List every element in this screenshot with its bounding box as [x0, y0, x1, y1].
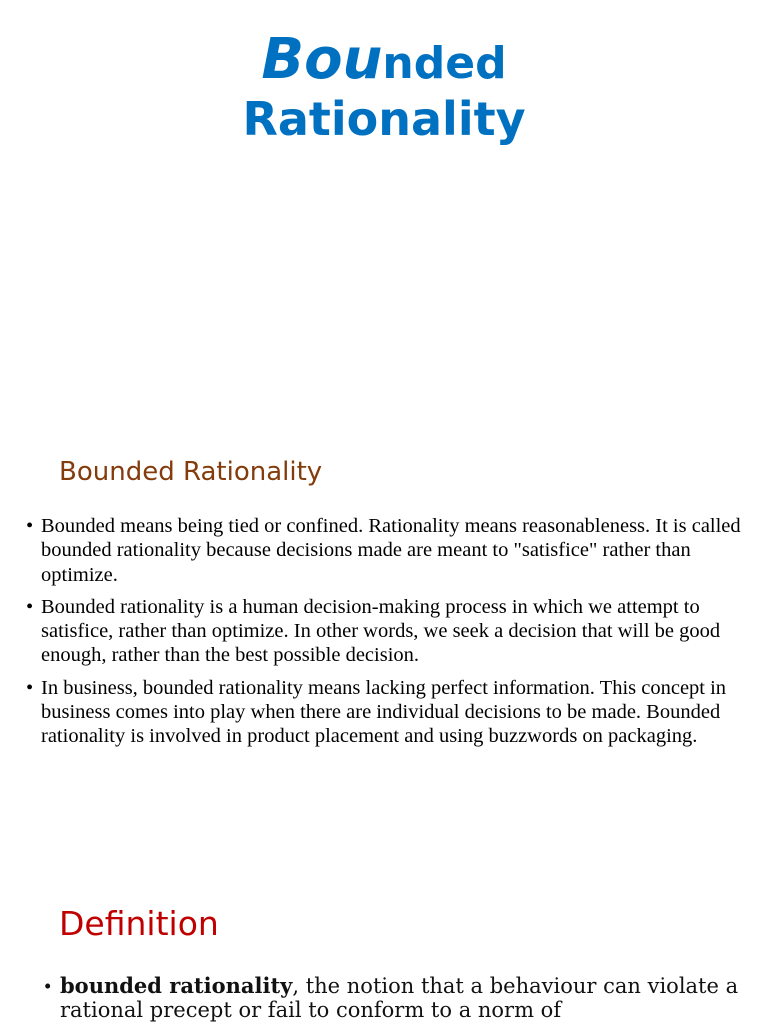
bullet-list: [26, 514, 746, 757]
title-line-2: Rationality: [242, 92, 526, 146]
bounded-rationality-slide: [0, 430, 768, 880]
definition-text: , the notion that a behaviour can violate a rational precept or fail to conform to a norm of: [60, 974, 739, 1022]
bullet-item: [26, 514, 746, 587]
title-rest: nded: [382, 38, 507, 89]
definition-term: bounded rationality: [60, 973, 293, 998]
bullet-list: [44, 974, 744, 1022]
title-slide: [0, 0, 768, 430]
slide-heading: Definition: [59, 904, 219, 943]
slide-heading: Bounded Rationality: [59, 457, 323, 487]
title-line-1: [0, 26, 768, 98]
bullet-icon: •: [26, 676, 34, 699]
bullet-item: [26, 676, 746, 749]
bullet-icon: •: [44, 974, 52, 998]
bullet-icon: •: [26, 515, 34, 537]
definition-slide: [0, 880, 768, 1024]
bullet-text: In business, bounded rationality means lacking perfect information. This concept in business comes into play when there are individual decisions to be made. Bounded rationality is involved in product placement and using buzzwords on packaging.: [41, 676, 727, 748]
bullet-text: Bounded means being tied or confined. Rationality means reasonableness. It is called bounded rationality because decisions made are meant to "satisfice" rather than optimize.: [41, 515, 741, 586]
bullet-item: [44, 974, 744, 1022]
bullet-icon: •: [26, 595, 34, 618]
bullet-item: [26, 595, 746, 668]
title-drop-letters: Bou: [261, 27, 383, 92]
bullet-text: Bounded rationality is a human decision-making process in which we attempt to satisfice, rather than optimize. In other words, we seek a decision that will be good enough, rather than the best possible decision.: [41, 595, 721, 667]
